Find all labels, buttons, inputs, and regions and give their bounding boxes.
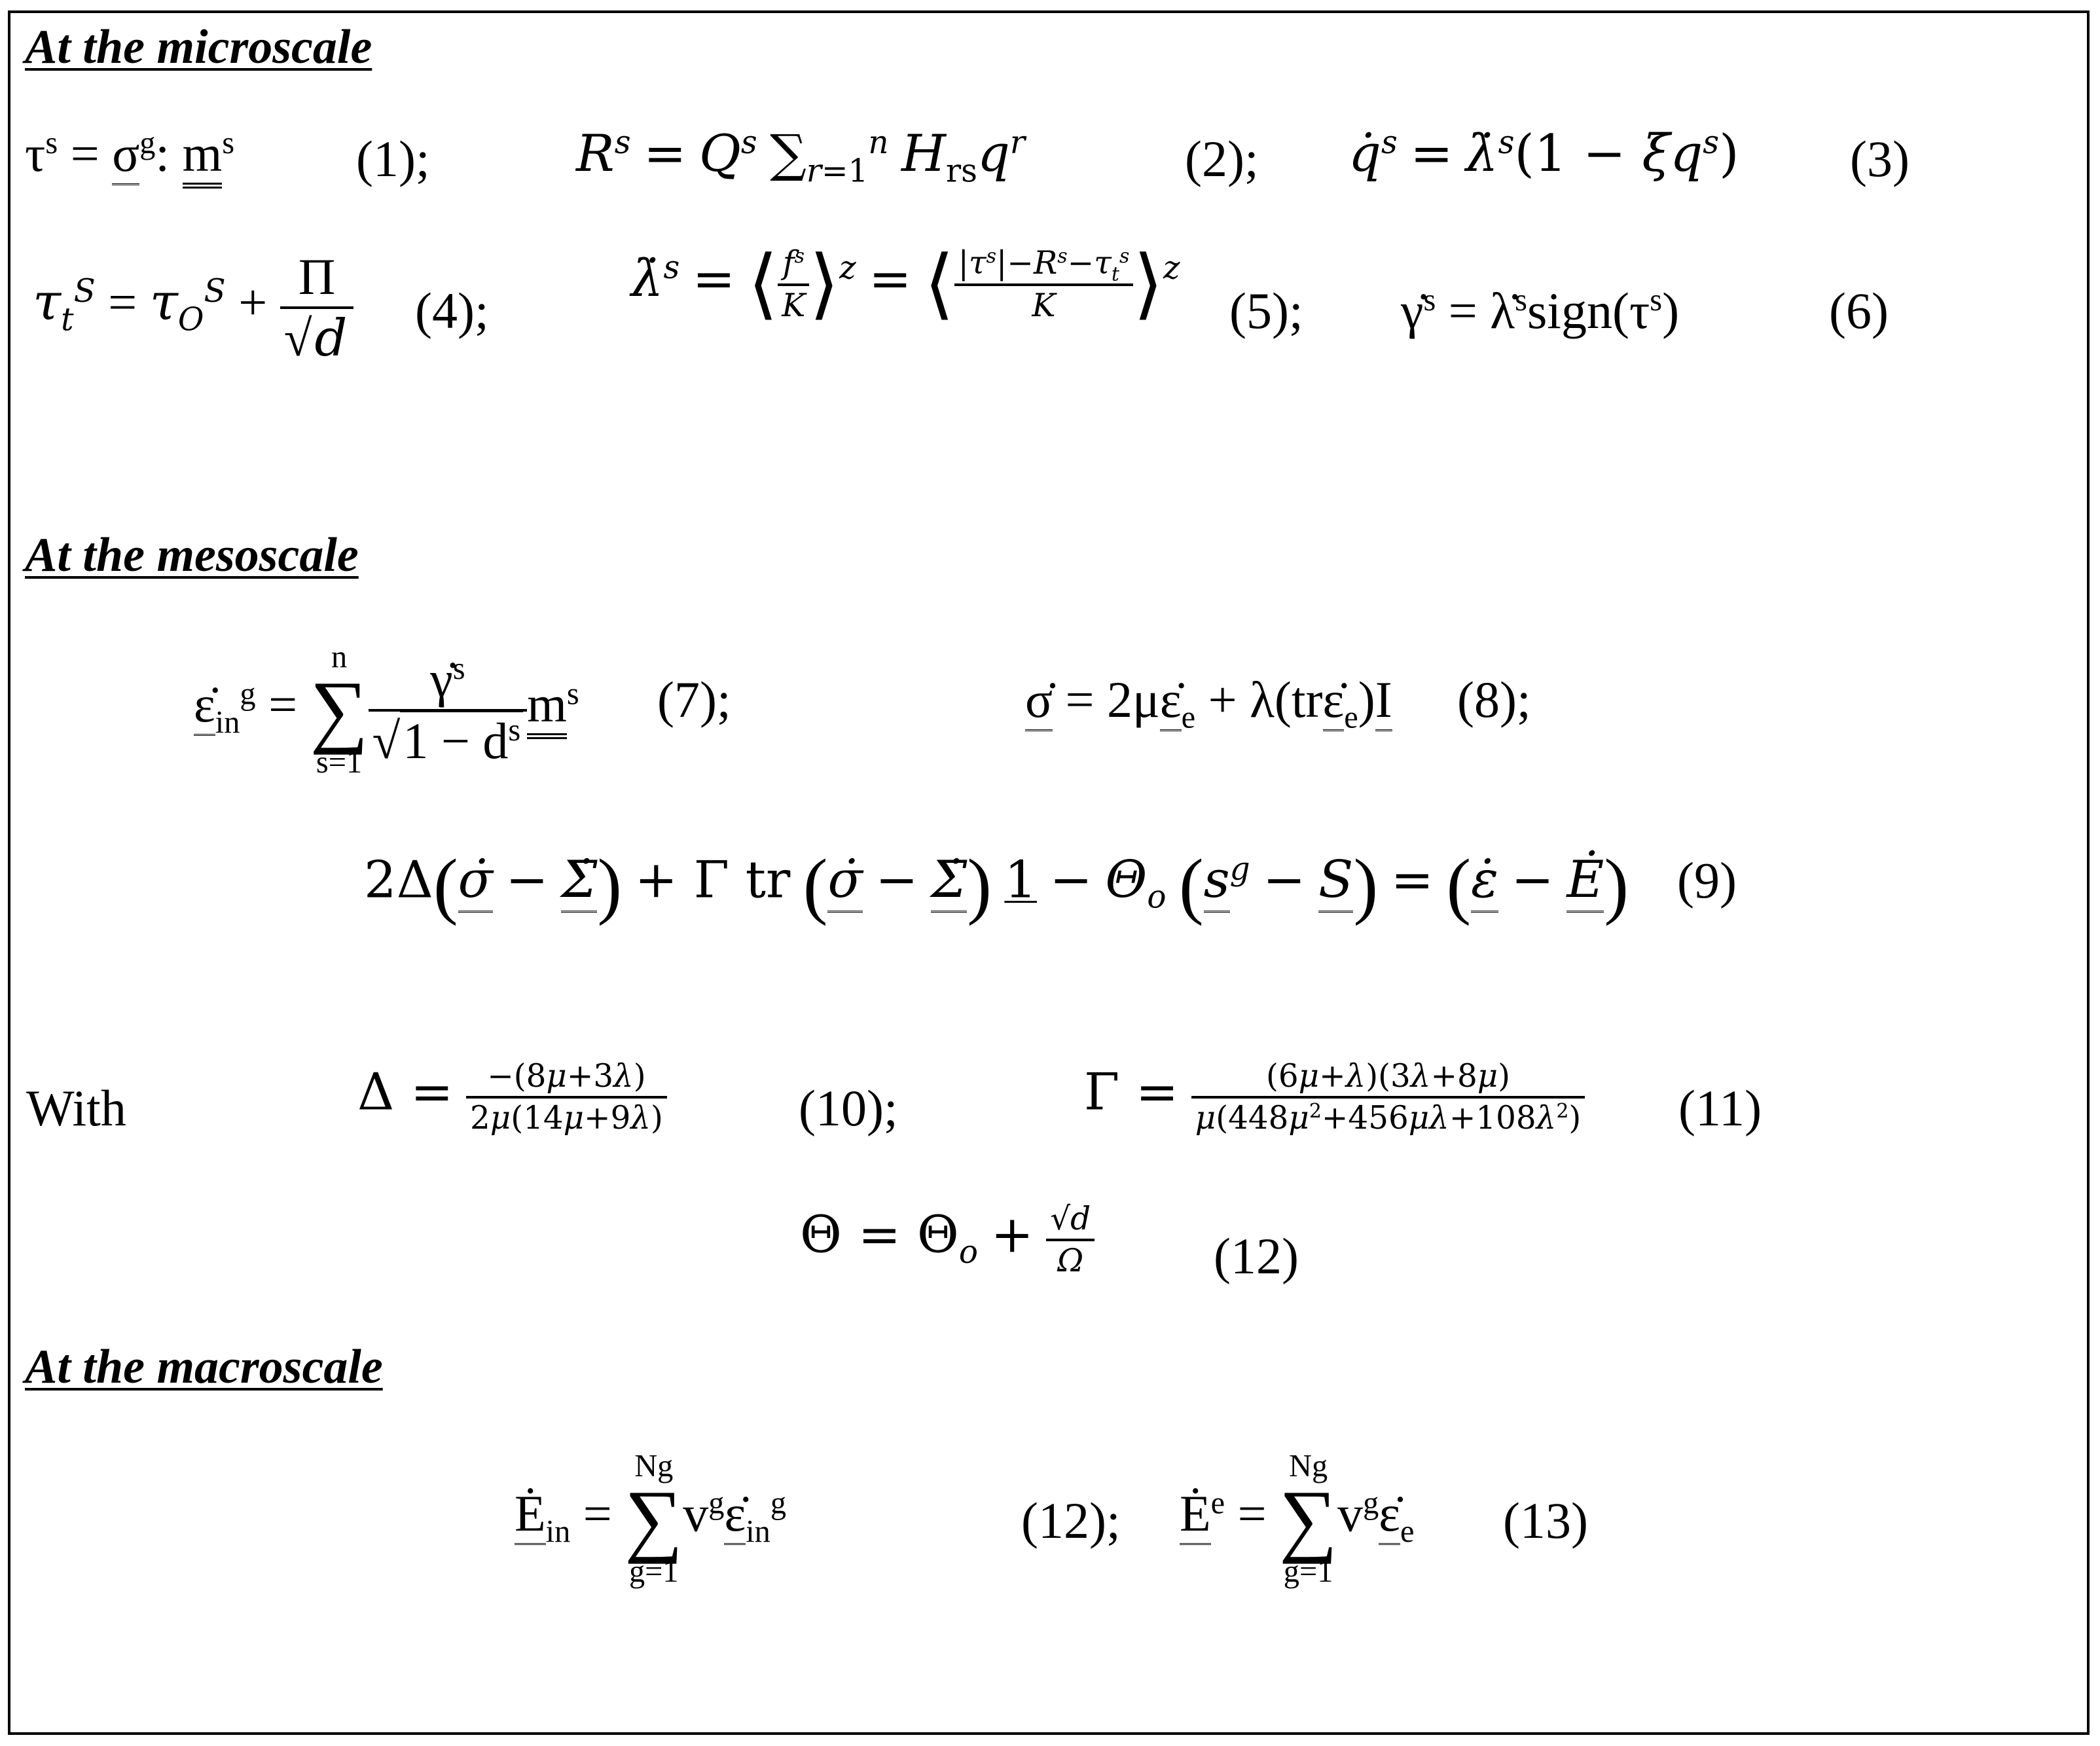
equation-number-5: (5); <box>1229 282 1303 339</box>
equation-9: 2Δ(σ̇ − Σ̇) + Γ tr (σ̇ − Σ̇) $1 - \Theta_o$ $(s^g - S)$ = (ε̇ − Ė) <box>364 845 1629 926</box>
equation-12: $\Theta = \Theta_o$ + $\frac{√d}{\Omega}$ <box>800 1203 1095 1277</box>
equation-number-2: (2); <box>1185 130 1259 187</box>
equation-2: $R^s = Q^s$ $\sum_{r=1}^n$ $H_{rs}q^r$ <box>576 124 1025 190</box>
equation-number-7: (7); <box>657 671 731 728</box>
equation-10: Δ = $\frac{-(8\mu+3\lambda)}{2\mu(14\mu+9\lambda)}$ <box>357 1061 667 1135</box>
equation-number-10: (10); <box>799 1080 898 1137</box>
with-label: With <box>26 1080 126 1137</box>
equation-12b: $Ė_{in}$ = Ng ∑ g=1 $v^g\varepsiloṅ_{in}^g$ <box>515 1449 787 1589</box>
equation-3: q̇$^s$ = λ̇$^s$(1 − $\xi q^s$) <box>1349 124 1739 183</box>
equation-number-13: (13) <box>1503 1492 1588 1549</box>
equation-13: $Ė^e$ = Ng ∑ g=1 $v^g\varepsiloṅ_e$ <box>1180 1449 1415 1589</box>
section-heading-mesoscale: At the mesoscale <box>25 528 359 582</box>
equation-number-1: (1); <box>356 130 430 187</box>
equation-7: $\varepsiloṅ_{in}^g$ = n ∑ s=1 $\frac{\gammȧ^s}{√1 - d^s}$ $m^s$ <box>194 640 579 780</box>
equation-number-8: (8); <box>1457 671 1531 728</box>
equation-number-12b: (12); <box>1021 1492 1121 1549</box>
equation-number-12: (12) <box>1214 1228 1299 1284</box>
equation-4: $\tau_t^S = \tau_O^S$ + $\frac{\Pi}{√d}$ <box>33 251 353 364</box>
equation-number-3: (3) <box>1850 130 1910 187</box>
equation-6: γ̇$^s$ = $\lambdȧ^ssign(\tau^s)$ <box>1401 282 1680 339</box>
equation-11: Γ = $\frac{(6\mu+\lambda)(3\lambda+8\mu)}{\mu(448\mu^2+456\mu\lambda+108\lambda^2)}$ <box>1084 1061 1585 1135</box>
equation-number-11: (11) <box>1678 1080 1762 1137</box>
equation-number-6: (6) <box>1829 282 1889 339</box>
equation-number-9: (9) <box>1677 852 1737 909</box>
section-heading-microscale: At the microscale <box>25 20 372 74</box>
equation-number-4: (4); <box>415 282 489 339</box>
section-heading-macroscale: At the macroscale <box>25 1340 383 1394</box>
equation-5: λ̇$^s$ = ⟨ $\frac{f^s}{K}$ ⟩$^z$ = ⟨ $\frac{|\tau^s|-R^s-\tau_t^s}{K}$ ⟩$^z$ <box>631 242 1180 327</box>
equation-1: $\tau^s = \sigma^g$: $m^s$ <box>25 128 234 179</box>
equation-8: σ̇ = $2\mu\varepsiloṅ_e$ + $\lambda(tr\varepsiloṅ_e)I$ <box>1025 671 1392 735</box>
